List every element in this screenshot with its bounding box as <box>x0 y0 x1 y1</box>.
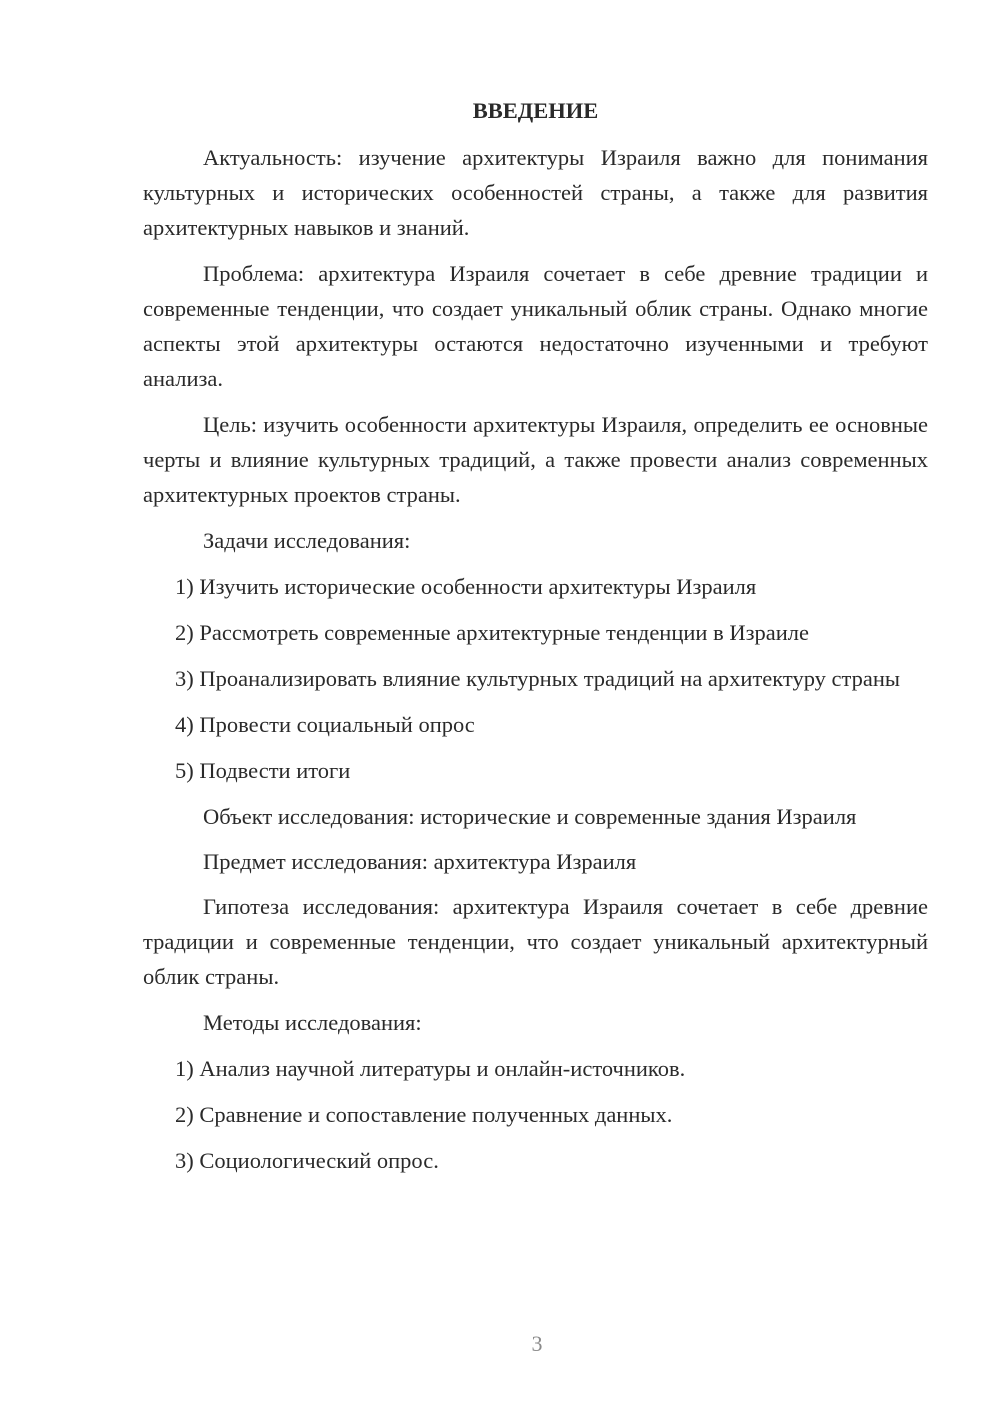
method-item: 3) Социологический опрос. <box>175 1148 439 1173</box>
object-paragraph: Объект исследования: исторические и современные здания Израиля <box>203 804 857 829</box>
method-item: 2) Сравнение и сопоставление полученных данных. <box>175 1102 673 1127</box>
problem-paragraph: Проблема: архитектура Израиля сочетает в себе древние традиции и современные тенденции, что создает уникальный облик страны. Однако многие аспекты этой архитектуры остаются недостаточно изученными и требуют анализа. <box>143 261 928 391</box>
section-heading: ВВЕДЕНИЕ <box>472 98 599 123</box>
method-item: 1) Анализ научной литературы и онлайн-источников. <box>175 1056 686 1081</box>
relevance-paragraph: Актуальность: изучение архитектуры Израиля важно для понимания культурных и исторических особенностей страны, а также для развития архитектурных навыков и знаний. <box>143 145 928 240</box>
task-item: 3) Проанализировать влияние культурных традиций на архитектуру страны <box>175 666 901 691</box>
task-item: 2) Рассмотреть современные архитектурные тенденции в Израиле <box>175 620 809 645</box>
hypothesis-paragraph: Гипотеза исследования: архитектура Израиля сочетает в себе древние традиции и современные тенденции, что создает уникальный архитектурный облик страны. <box>143 894 928 989</box>
task-item: 4) Провести социальный опрос <box>175 712 475 737</box>
document-body <box>143 93 928 1189</box>
page-number: 3 <box>531 1331 543 1356</box>
methods-label: Методы исследования: <box>203 1010 422 1035</box>
goal-paragraph: Цель: изучить особенности архитектуры Израиля, определить ее основные черты и влияние культурных традиций, а также провести анализ современных архитектурных проектов страны. <box>143 412 928 507</box>
task-item: 5) Подвести итоги <box>175 758 351 783</box>
task-item: 1) Изучить исторические особенности архитектуры Израиля <box>175 574 757 599</box>
subject-paragraph: Предмет исследования: архитектура Израиля <box>203 849 637 874</box>
tasks-label: Задачи исследования: <box>203 528 411 553</box>
